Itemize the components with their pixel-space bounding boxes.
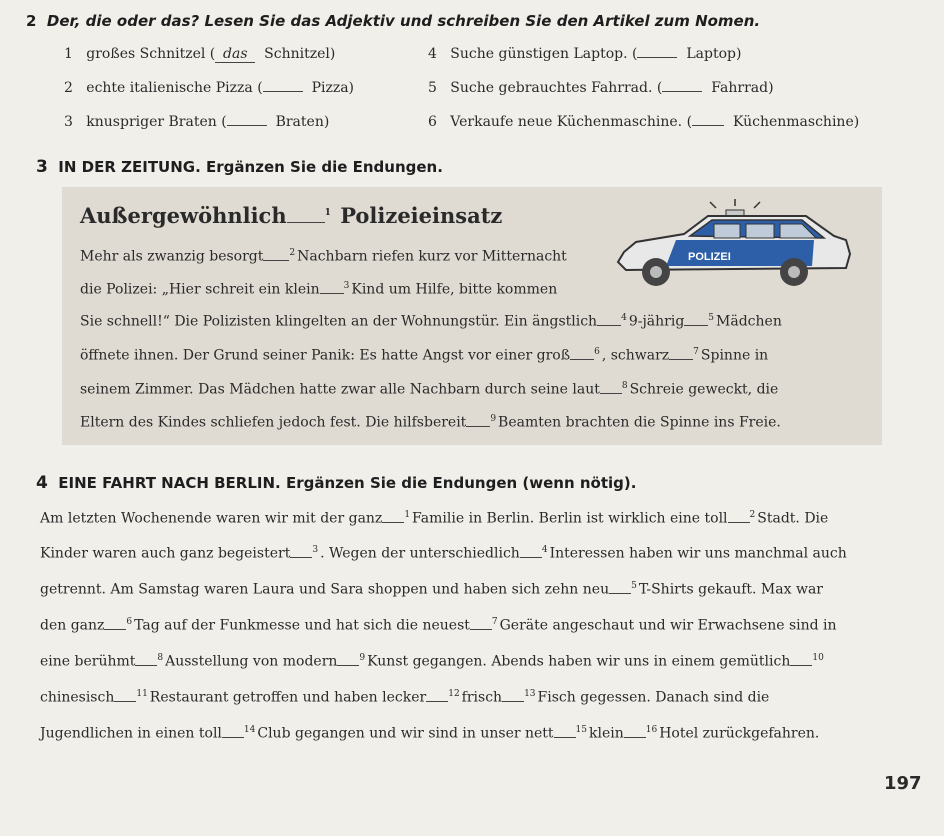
blank-number: 2	[749, 510, 756, 520]
blank-number: 6	[126, 617, 133, 627]
blank-number: 5	[708, 313, 715, 323]
article-line-4	[80, 347, 768, 364]
blank-number: 4	[621, 313, 627, 323]
answer-blank[interactable]	[222, 737, 244, 738]
text: T-Shirts gekauft. Max war	[638, 581, 823, 598]
text: Schreie geweckt, die	[629, 381, 779, 398]
answer-blank[interactable]	[426, 701, 448, 702]
answer-blank[interactable]	[114, 701, 136, 702]
text: Mädchen	[716, 313, 782, 330]
text: Tag auf der Funkmesse und hat sich die neuest	[134, 617, 470, 634]
headline-part: Außergewöhnlich	[80, 203, 287, 228]
headline-part: Polizeieinsatz	[340, 203, 503, 228]
text: getrennt. Am Samstag waren Laura und Sara shoppen und haben sich zehn neu	[40, 581, 610, 598]
item-number: 2	[64, 80, 73, 96]
exercise-4-heading	[36, 473, 636, 493]
ex2-item-4	[428, 46, 741, 62]
blank-number: 9	[359, 653, 366, 663]
text: frisch	[461, 689, 503, 706]
answer-blank[interactable]	[624, 737, 646, 738]
blank-number: 2	[289, 248, 296, 258]
blank-number: 5	[631, 581, 637, 591]
item-noun: Fahrrad)	[711, 80, 774, 96]
text: Geräte angeschaut und wir Erwachsene sind in	[499, 617, 837, 634]
text: Nachbarn riefen kurz vor Mitternacht	[297, 248, 567, 265]
answer-blank[interactable]	[637, 57, 677, 58]
ex4-line-7	[40, 725, 819, 742]
item-noun: Pizza)	[311, 80, 355, 96]
answer-blank[interactable]	[728, 522, 750, 523]
ex4-line-6	[40, 689, 769, 706]
text: Fisch gegessen. Danach sind die	[537, 689, 770, 706]
text: Kunst gegangen. Abends haben wir uns in einem gemütlich	[367, 653, 791, 670]
item-number: 3	[64, 114, 73, 130]
text: Restaurant getroffen und haben lecker	[149, 689, 427, 706]
answer-blank[interactable]	[662, 91, 702, 92]
text: Club gegangen und wir sind in unser nett	[257, 725, 554, 742]
item-number: 4	[428, 46, 437, 62]
text: Sie schnell!“ Die Polizisten klingelten an der Wohnungstür. Ein ängstlich	[80, 313, 598, 330]
blank-number: 3	[343, 281, 350, 291]
answer-blank[interactable]	[502, 701, 524, 702]
answer-blank[interactable]	[520, 557, 542, 558]
text: Eltern des Kindes schliefen jedoch fest. Die hilfsbereit	[80, 414, 467, 431]
item-noun: Schnitzel)	[264, 46, 336, 62]
exercise-instruction: Der, die oder das? Lesen Sie das Adjektiv und schreiben Sie den Artikel zum Nomen.	[46, 12, 761, 30]
car-window	[714, 224, 740, 238]
text: Am letzten Wochenende waren wir mit der ganz	[40, 510, 383, 527]
answer-blank[interactable]	[669, 359, 693, 360]
exercise-3-heading	[36, 157, 443, 177]
answer-blank[interactable]	[554, 737, 576, 738]
blank-number: 7	[693, 347, 699, 357]
article-headline	[80, 203, 502, 228]
item-number: 6	[428, 114, 437, 130]
blank-number: 10	[812, 653, 824, 663]
text: Jugendlichen in einen toll	[40, 725, 222, 742]
text: Hotel zurückgefahren.	[659, 725, 820, 742]
text: , schwarz	[601, 347, 670, 364]
article-line-3	[80, 313, 782, 330]
ex4-line-3	[40, 581, 823, 598]
answer-blank[interactable]	[692, 125, 724, 126]
text: Spinne in	[700, 347, 769, 364]
text: Beamten brachten die Spinne ins Freie.	[498, 414, 781, 431]
answer-blank[interactable]	[597, 325, 621, 326]
ex2-item-1	[64, 46, 335, 63]
text: Familie in Berlin. Berlin ist wirklich eine toll	[412, 510, 728, 527]
text: chinesisch	[40, 689, 115, 706]
text: den ganz	[40, 617, 105, 634]
ex2-item-5	[428, 80, 774, 96]
car-door-label: POLIZEI	[688, 251, 731, 263]
article-line-1	[80, 248, 567, 265]
police-car-illustration	[606, 196, 858, 292]
blank-number: 1	[404, 510, 411, 520]
blank-number: 8	[157, 653, 164, 663]
answer-blank[interactable]	[790, 665, 812, 666]
answer-blank[interactable]	[470, 629, 492, 630]
blank-number: 3	[312, 545, 319, 555]
ex2-item-2	[64, 80, 354, 96]
answer-blank[interactable]	[320, 293, 344, 294]
item-text: echte italienische Pizza (	[86, 80, 263, 96]
answer-blank[interactable]	[609, 593, 631, 594]
text: seinem Zimmer. Das Mädchen hatte zwar alle Nachbarn durch seine laut	[80, 381, 600, 398]
item-text: Verkaufe neue Küchenmaschine. (	[450, 114, 693, 130]
item-number: 1	[64, 46, 73, 62]
item-text: knuspriger Braten (	[86, 114, 227, 130]
answer-blank[interactable]	[104, 629, 126, 630]
answer-blank[interactable]	[287, 222, 325, 223]
text: die Polizei: „Hier schreit ein klein	[80, 281, 320, 298]
blank-number: 1	[324, 208, 331, 218]
text: 9-jährig	[628, 313, 685, 330]
exercise-number: 2	[26, 12, 37, 30]
answer-blank[interactable]	[600, 393, 622, 394]
answer-blank[interactable]	[135, 665, 157, 666]
text: Kind um Hilfe, bitte kommen	[351, 281, 558, 298]
text: eine berühmt	[40, 653, 136, 670]
car-hubcap	[650, 266, 662, 278]
page-number: 197	[884, 773, 922, 794]
answer-blank[interactable]	[263, 260, 289, 261]
ex4-line-5	[40, 653, 826, 670]
article-line-5	[80, 381, 778, 398]
ex2-item-3	[64, 114, 329, 130]
answer-blank[interactable]	[382, 522, 404, 523]
answer-blank[interactable]	[337, 665, 359, 666]
blank-number: 16	[645, 725, 658, 735]
item-noun: Laptop)	[686, 46, 742, 62]
blank-number: 9	[490, 414, 497, 424]
car-hubcap	[788, 266, 800, 278]
item-text: Suche gebrauchtes Fahrrad. (	[450, 80, 663, 96]
blank-number: 15	[575, 725, 587, 735]
blank-number: 12	[448, 689, 460, 699]
item-text: Suche günstigen Laptop. (	[450, 46, 638, 62]
item-text: großes Schnitzel (	[86, 46, 216, 62]
text: klein	[589, 725, 624, 742]
exercise-instruction: EINE FAHRT NACH BERLIN. Ergänzen Sie die Endungen (wenn nötig).	[58, 474, 637, 492]
text: Mehr als zwanzig besorgt	[80, 248, 264, 265]
article-line-6	[80, 414, 781, 431]
answer-blank[interactable]	[570, 359, 594, 360]
answer-blank[interactable]	[227, 125, 267, 126]
ex4-line-1	[40, 510, 828, 527]
answer-blank[interactable]	[290, 557, 312, 558]
answer-blank[interactable]	[263, 91, 303, 92]
text: Stadt. Die	[757, 510, 829, 527]
siren-rays	[710, 199, 760, 208]
text: Ausstellung von modern	[165, 653, 338, 670]
exercise-instruction: IN DER ZEITUNG. Ergänzen Sie die Endungen.	[58, 158, 443, 176]
blank-number: 8	[621, 381, 628, 391]
blank-number: 4	[541, 545, 548, 555]
blank-number: 11	[136, 689, 148, 699]
text: Interessen haben wir uns manchmal auch	[549, 545, 847, 562]
answer-blank[interactable]	[466, 426, 490, 427]
ex4-line-2	[40, 545, 847, 562]
answer-blank[interactable]	[684, 325, 708, 326]
text: Kinder waren auch ganz begeistert	[40, 545, 291, 562]
item-noun: Braten)	[275, 114, 330, 130]
blank-number: 7	[491, 617, 498, 627]
answer-blank[interactable]: das	[215, 46, 255, 63]
car-window	[746, 224, 774, 238]
ex2-item-6	[428, 114, 859, 130]
blank-number: 13	[524, 689, 536, 699]
exercise-2-heading	[26, 12, 760, 30]
text: öffnete ihnen. Der Grund seiner Panik: Es hatte Angst vor einer groß	[80, 347, 571, 364]
article-line-2	[80, 281, 557, 298]
blank-number: 6	[594, 347, 600, 357]
ex4-line-4	[40, 617, 837, 634]
item-noun: Küchenmaschine)	[732, 114, 860, 130]
item-number: 5	[428, 80, 437, 96]
text: . Wegen der unterschiedlich	[320, 545, 520, 562]
blank-number: 14	[243, 725, 256, 735]
exercise-number: 4	[36, 473, 48, 493]
exercise-number: 3	[36, 157, 48, 177]
